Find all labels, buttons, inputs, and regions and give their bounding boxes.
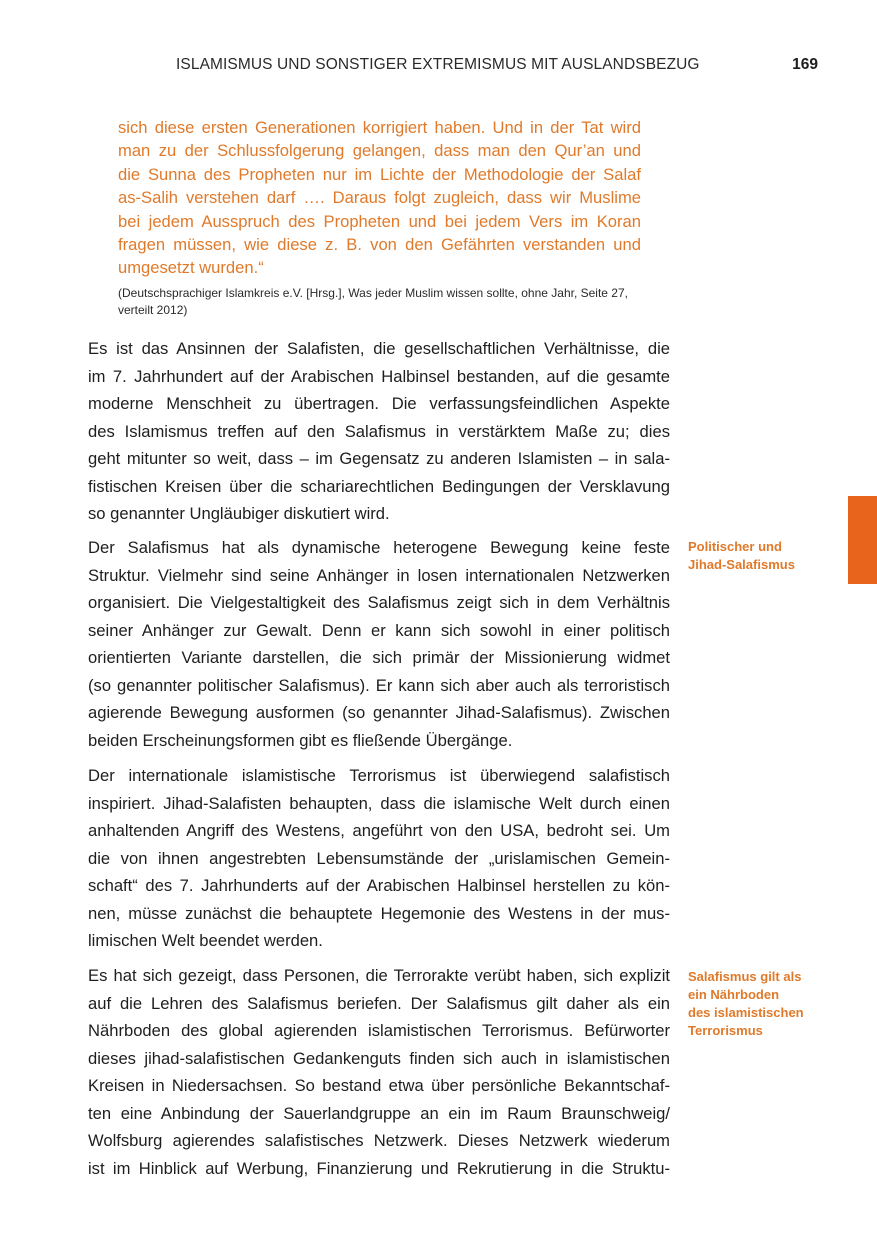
text-line: Nährboden des global agierenden islamistischen Terrorismus. Befürworter (88, 1021, 670, 1040)
text-line: orientierten Variante darstellen, die sich primär der Missionierung widmet (88, 648, 670, 667)
margin-note-line: Terrorismus (688, 1023, 763, 1038)
text-line: ist im Hinblick auf Werbung, Finanzierung und Rekrutierung in die Struktu- (88, 1158, 670, 1178)
quote-line: as-Salih verstehen darf …. Daraus folgt zugleich, dass wir Muslime (118, 188, 641, 208)
text-line: Der internationale islamistische Terrorismus ist überwiegend salafistisch (88, 766, 670, 785)
header-title: ISLAMISMUS UND SONSTIGER EXTREMISMUS MIT AUSLANDSBEZUG (176, 56, 700, 73)
margin-note-breeding-ground (688, 968, 818, 1040)
body-paragraph-1 (88, 335, 670, 528)
text-line: limischen Welt beendet werden. (88, 931, 323, 950)
margin-note-political-jihad-salafism (688, 538, 818, 574)
quote-citation (118, 285, 678, 319)
text-line: beiden Erscheinungsformen gibt es fließende Übergänge. (88, 730, 513, 750)
quote-line: bei jedem Ausspruch des Propheten und bei jedem Vers im Koran (118, 211, 641, 231)
text-line: fistischen Kreisen über die schariarechtlichen Bedingungen der Versklavung (88, 476, 670, 496)
text-line: dieses jihad-salafistischen Gedankenguts finden sich auch in islamistischen (88, 1048, 670, 1068)
text-line: Kreisen in Niedersachsen. So bestand etwa über persönliche Bekanntschaf- (88, 1076, 670, 1095)
margin-note-line: Politischer und (688, 539, 782, 554)
text-line: ten eine Anbindung der Sauerlandgruppe an ein im Raum Braunschweig/ (88, 1103, 670, 1123)
text-line: Struktur. Vielmehr sind seine Anhänger in losen internationalen Netzwerken (88, 565, 670, 585)
text-line: so genannter Ungläubiger diskutiert wird. (88, 504, 390, 523)
quote-line: man zu der Schlussfolgerung gelangen, dass man den Qur’an und (118, 141, 641, 161)
margin-note-line: ein Nährboden (688, 987, 780, 1002)
citation-line: verteilt 2012) (118, 303, 188, 317)
text-line: Es hat sich gezeigt, dass Personen, die Terrorakte verübt haben, sich explizit (88, 966, 670, 985)
text-line: geht mitunter so weit, dass – im Gegensatz zu anderen Islamisten – in sala- (88, 449, 670, 468)
margin-note-line: Salafismus gilt als (688, 969, 802, 984)
page-number: 169 (792, 56, 818, 73)
text-line: des Islamismus treffen auf den Salafismus in verstärktem Maße zu; dies (88, 421, 670, 441)
text-line: auf die Lehren des Salafismus beriefen. Der Salafismus gilt daher als ein (88, 993, 670, 1013)
margin-note-line: Jihad-Salafismus (688, 557, 795, 572)
quote-line: sich diese ersten Generationen korrigiert haben. Und in der Tat wird (118, 118, 641, 137)
text-line: schaft“ des 7. Jahrhunderts auf der Arabischen Halbinsel herstellen zu kön- (88, 876, 670, 895)
quote-line: fragen müssen, wie diese z. B. von den Gefährten verstanden und (118, 235, 641, 255)
body-paragraph-2 (88, 534, 670, 754)
text-line: die von ihnen angestrebten Lebensumstände der „urislamischen Gemein- (88, 848, 670, 868)
quote-block (118, 116, 641, 280)
text-line: organisiert. Die Vielgestaltigkeit des Salafismus zeigt sich in dem Verhältnis (88, 593, 670, 612)
text-line: agierende Bewegung ausformen (so genannter Jihad-Salafismus). Zwischen (88, 703, 670, 722)
body-paragraph-3 (88, 762, 670, 955)
text-line: moderne Menschheit zu übertragen. Die verfassungsfeindlichen Aspekte (88, 394, 670, 413)
text-line: seiner Anhänger zur Gewalt. Denn er kann sich sowohl in einer politisch (88, 620, 670, 640)
quote-line: umgesetzt wurden.“ (118, 258, 264, 278)
text-line: Wolfsburg agierendes salafistisches Netzwerk. Dieses Netzwerk wiederum (88, 1131, 670, 1150)
citation-line: (Deutschsprachiger Islamkreis e.V. [Hrsg.], Was jeder Muslim wissen sollte, ohne Jahr, Seite 27, (118, 286, 628, 300)
text-line: nen, müsse zunächst die behauptete Hegemonie des Westens in der mus- (88, 903, 670, 923)
margin-note-line: des islamistischen (688, 1005, 804, 1020)
text-line: Der Salafismus hat als dynamische heterogene Bewegung keine feste (88, 538, 670, 557)
text-line: (so genannter politischer Salafismus). Er kann sich aber auch als terroristisch (88, 675, 670, 695)
text-line: Es ist das Ansinnen der Salafisten, die gesellschaftlichen Verhältnisse, die (88, 339, 670, 358)
text-line: anhaltenden Angriff des Westens, angeführt von den USA, bedroht sei. Um (88, 821, 670, 840)
text-line: im 7. Jahrhundert auf der Arabischen Halbinsel bestanden, auf die gesamte (88, 366, 670, 386)
text-line: inspiriert. Jihad-Salafisten behaupten, dass die islamische Welt durch einen (88, 793, 670, 813)
body-paragraph-4 (88, 962, 670, 1182)
quote-line: die Sunna des Propheten nur im Lichte der Methodologie der Salaf (118, 164, 641, 184)
chapter-tab-marker (848, 496, 877, 584)
